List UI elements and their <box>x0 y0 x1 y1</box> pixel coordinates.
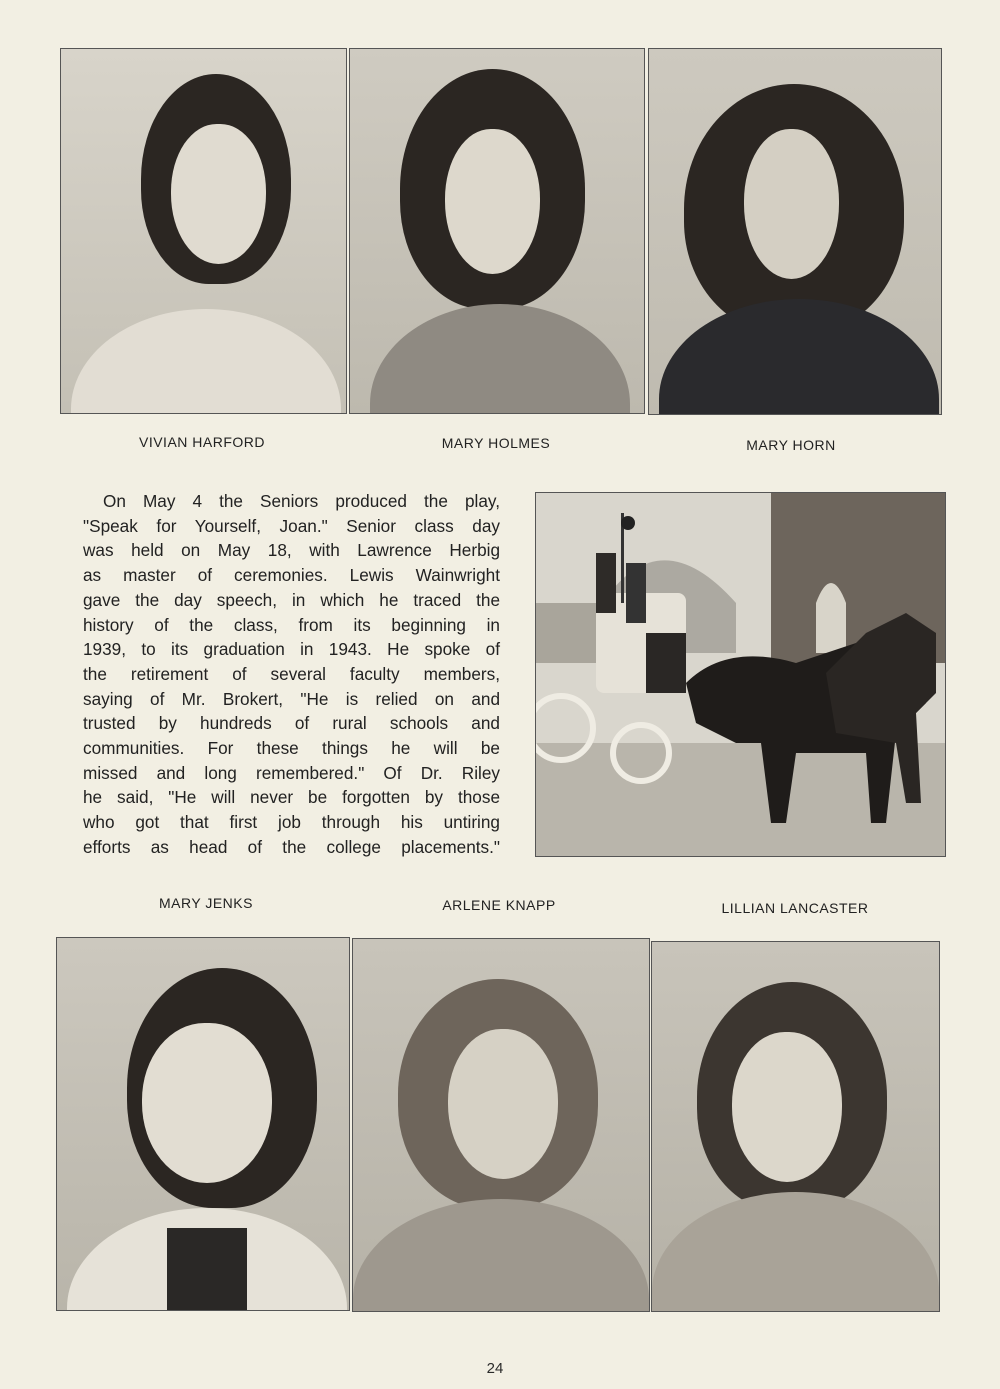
caption-lillian-lancaster: LILLIAN LANCASTER <box>721 900 869 916</box>
paragraph-line: saying of Mr. Brokert, "He is relied on and <box>83 688 500 709</box>
portrait-mary-holmes <box>349 48 645 414</box>
caption-arlene-knapp: ARLENE KNAPP <box>442 897 556 913</box>
paragraph-line: as master of ceremonies. Lewis Wainwright <box>83 565 500 586</box>
paragraph-line: history of the class, from its beginning in <box>83 614 500 635</box>
paragraph-line: efforts as head of the college placements." <box>83 836 500 857</box>
portrait-arlene-knapp <box>352 938 650 1312</box>
caption-mary-holmes: MARY HOLMES <box>441 435 551 451</box>
caption-mary-jenks: MARY JENKS <box>159 895 253 911</box>
class-day-paragraph <box>83 489 500 860</box>
paragraph-line: "Speak for Yourself, Joan." Senior class day <box>83 515 500 536</box>
paragraph-line: the retirement of several faculty members, <box>83 663 500 684</box>
page-number: 24 <box>486 1360 504 1377</box>
horse-drawn-wagon-photo <box>535 492 946 857</box>
paragraph-line: trusted by hundreds of rural schools and <box>83 713 500 734</box>
paragraph-line: 1939, to its graduation in 1943. He spoke of <box>83 639 500 660</box>
portrait-lillian-lancaster <box>651 941 940 1312</box>
wagon-scene-illustration <box>536 493 945 856</box>
portrait-mary-horn <box>648 48 942 415</box>
portrait-vivian-harford <box>60 48 347 414</box>
paragraph-line: he said, "He will never be forgotten by those <box>83 787 500 808</box>
portrait-mary-jenks <box>56 937 350 1311</box>
paragraph-line: On May 4 the Seniors produced the play, <box>103 491 500 511</box>
caption-mary-horn: MARY HORN <box>746 437 836 453</box>
paragraph-line: gave the day speech, in which he traced the <box>83 589 500 610</box>
paragraph-line: was held on May 18, with Lawrence Herbig <box>83 540 500 561</box>
paragraph-line: communities. For these things he will be <box>83 738 500 759</box>
paragraph-line: who got that first job through his untiring <box>83 812 500 833</box>
paragraph-line: missed and long remembered." Of Dr. Riley <box>83 762 500 783</box>
caption-vivian-harford: VIVIAN HARFORD <box>138 434 265 450</box>
